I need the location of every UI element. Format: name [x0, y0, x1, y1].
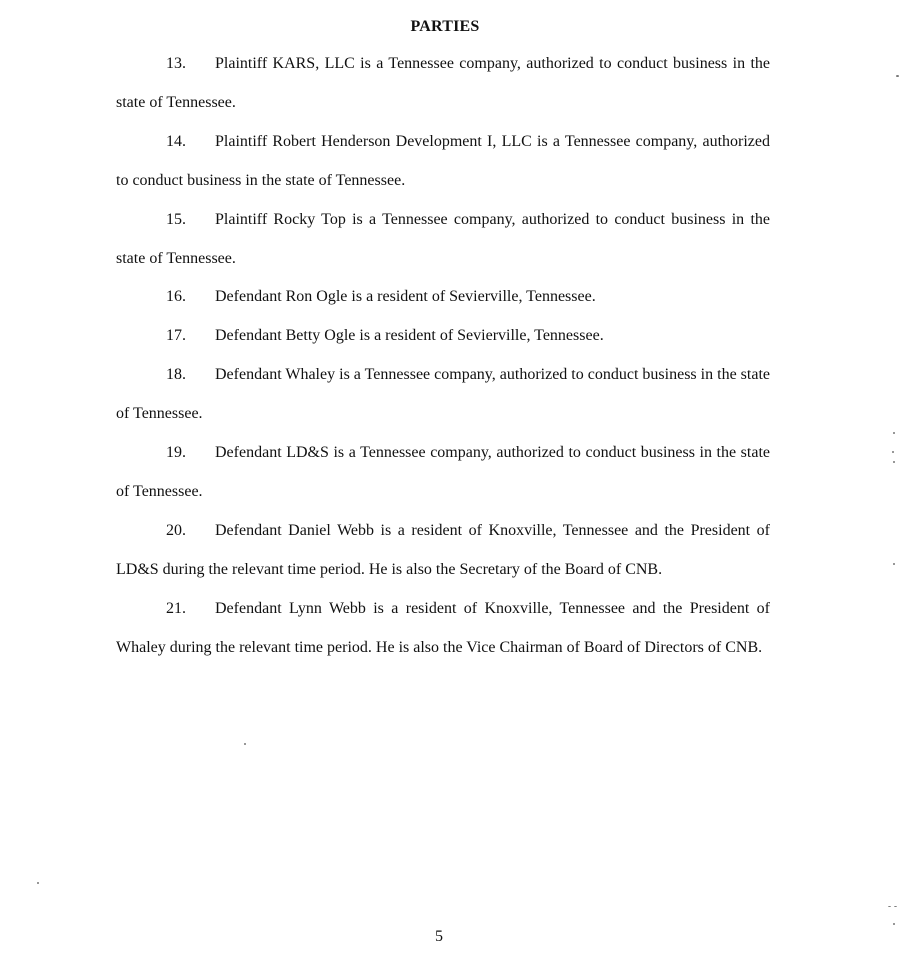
paragraph-number: 21.	[166, 600, 186, 617]
paragraph-21	[116, 589, 770, 667]
paragraph-number: 13.	[166, 55, 186, 72]
paragraph-text: Defendant Daniel Webb is a resident of Knoxville, Tennessee and the President of LD&S during the relevant time period. He is also the Secretary of the Board of CNB.	[116, 522, 770, 578]
paragraph-text: Plaintiff KARS, LLC is a Tennessee company, authorized to conduct business in the state of Tennessee.	[116, 55, 770, 111]
scan-speck	[893, 923, 895, 925]
paragraph-text: Plaintiff Robert Henderson Development I, LLC is a Tennessee company, authorized to conduct business in the state of Tennessee.	[116, 133, 770, 189]
paragraph-number: 15.	[166, 211, 186, 228]
paragraph-number: 20.	[166, 522, 186, 539]
paragraph-18	[116, 355, 770, 433]
paragraph-16	[116, 277, 770, 316]
scan-speck	[896, 75, 899, 77]
paragraph-text: Defendant Lynn Webb is a resident of Knoxville, Tennessee and the President of Whaley during the relevant time period. He is also the Vice Chairman of Board of Directors of CNB.	[116, 600, 770, 656]
scan-speck	[244, 743, 246, 745]
paragraph-number: 17.	[166, 327, 186, 344]
paragraph-19	[116, 433, 770, 511]
scan-speck	[894, 906, 897, 907]
paragraph-20	[116, 511, 770, 589]
paragraph-14	[116, 122, 770, 200]
scan-speck	[893, 432, 895, 434]
paragraph-17	[116, 316, 770, 355]
paragraph-number: 19.	[166, 444, 186, 461]
paragraph-number: 18.	[166, 366, 186, 383]
scan-speck	[893, 461, 895, 463]
scan-speck	[888, 906, 891, 907]
section-heading: PARTIES	[410, 18, 480, 35]
scan-speck	[893, 563, 895, 565]
page-number: 5	[435, 928, 443, 945]
paragraph-text: Defendant Betty Ogle is a resident of Sevierville, Tennessee.	[215, 327, 604, 344]
scan-speck	[37, 882, 39, 884]
paragraph-13	[116, 44, 770, 122]
paragraph-number: 16.	[166, 288, 186, 305]
paragraph-text: Defendant LD&S is a Tennessee company, authorized to conduct business in the state of Tennessee.	[116, 444, 770, 500]
paragraph-text: Defendant Ron Ogle is a resident of Sevierville, Tennessee.	[215, 288, 596, 305]
paragraph-text: Defendant Whaley is a Tennessee company, authorized to conduct business in the state of Tennessee.	[116, 366, 770, 422]
scan-speck	[892, 451, 894, 453]
paragraph-number: 14.	[166, 133, 186, 150]
paragraph-text: Plaintiff Rocky Top is a Tennessee company, authorized to conduct business in the state of Tennessee.	[116, 211, 770, 267]
paragraph-15	[116, 200, 770, 278]
